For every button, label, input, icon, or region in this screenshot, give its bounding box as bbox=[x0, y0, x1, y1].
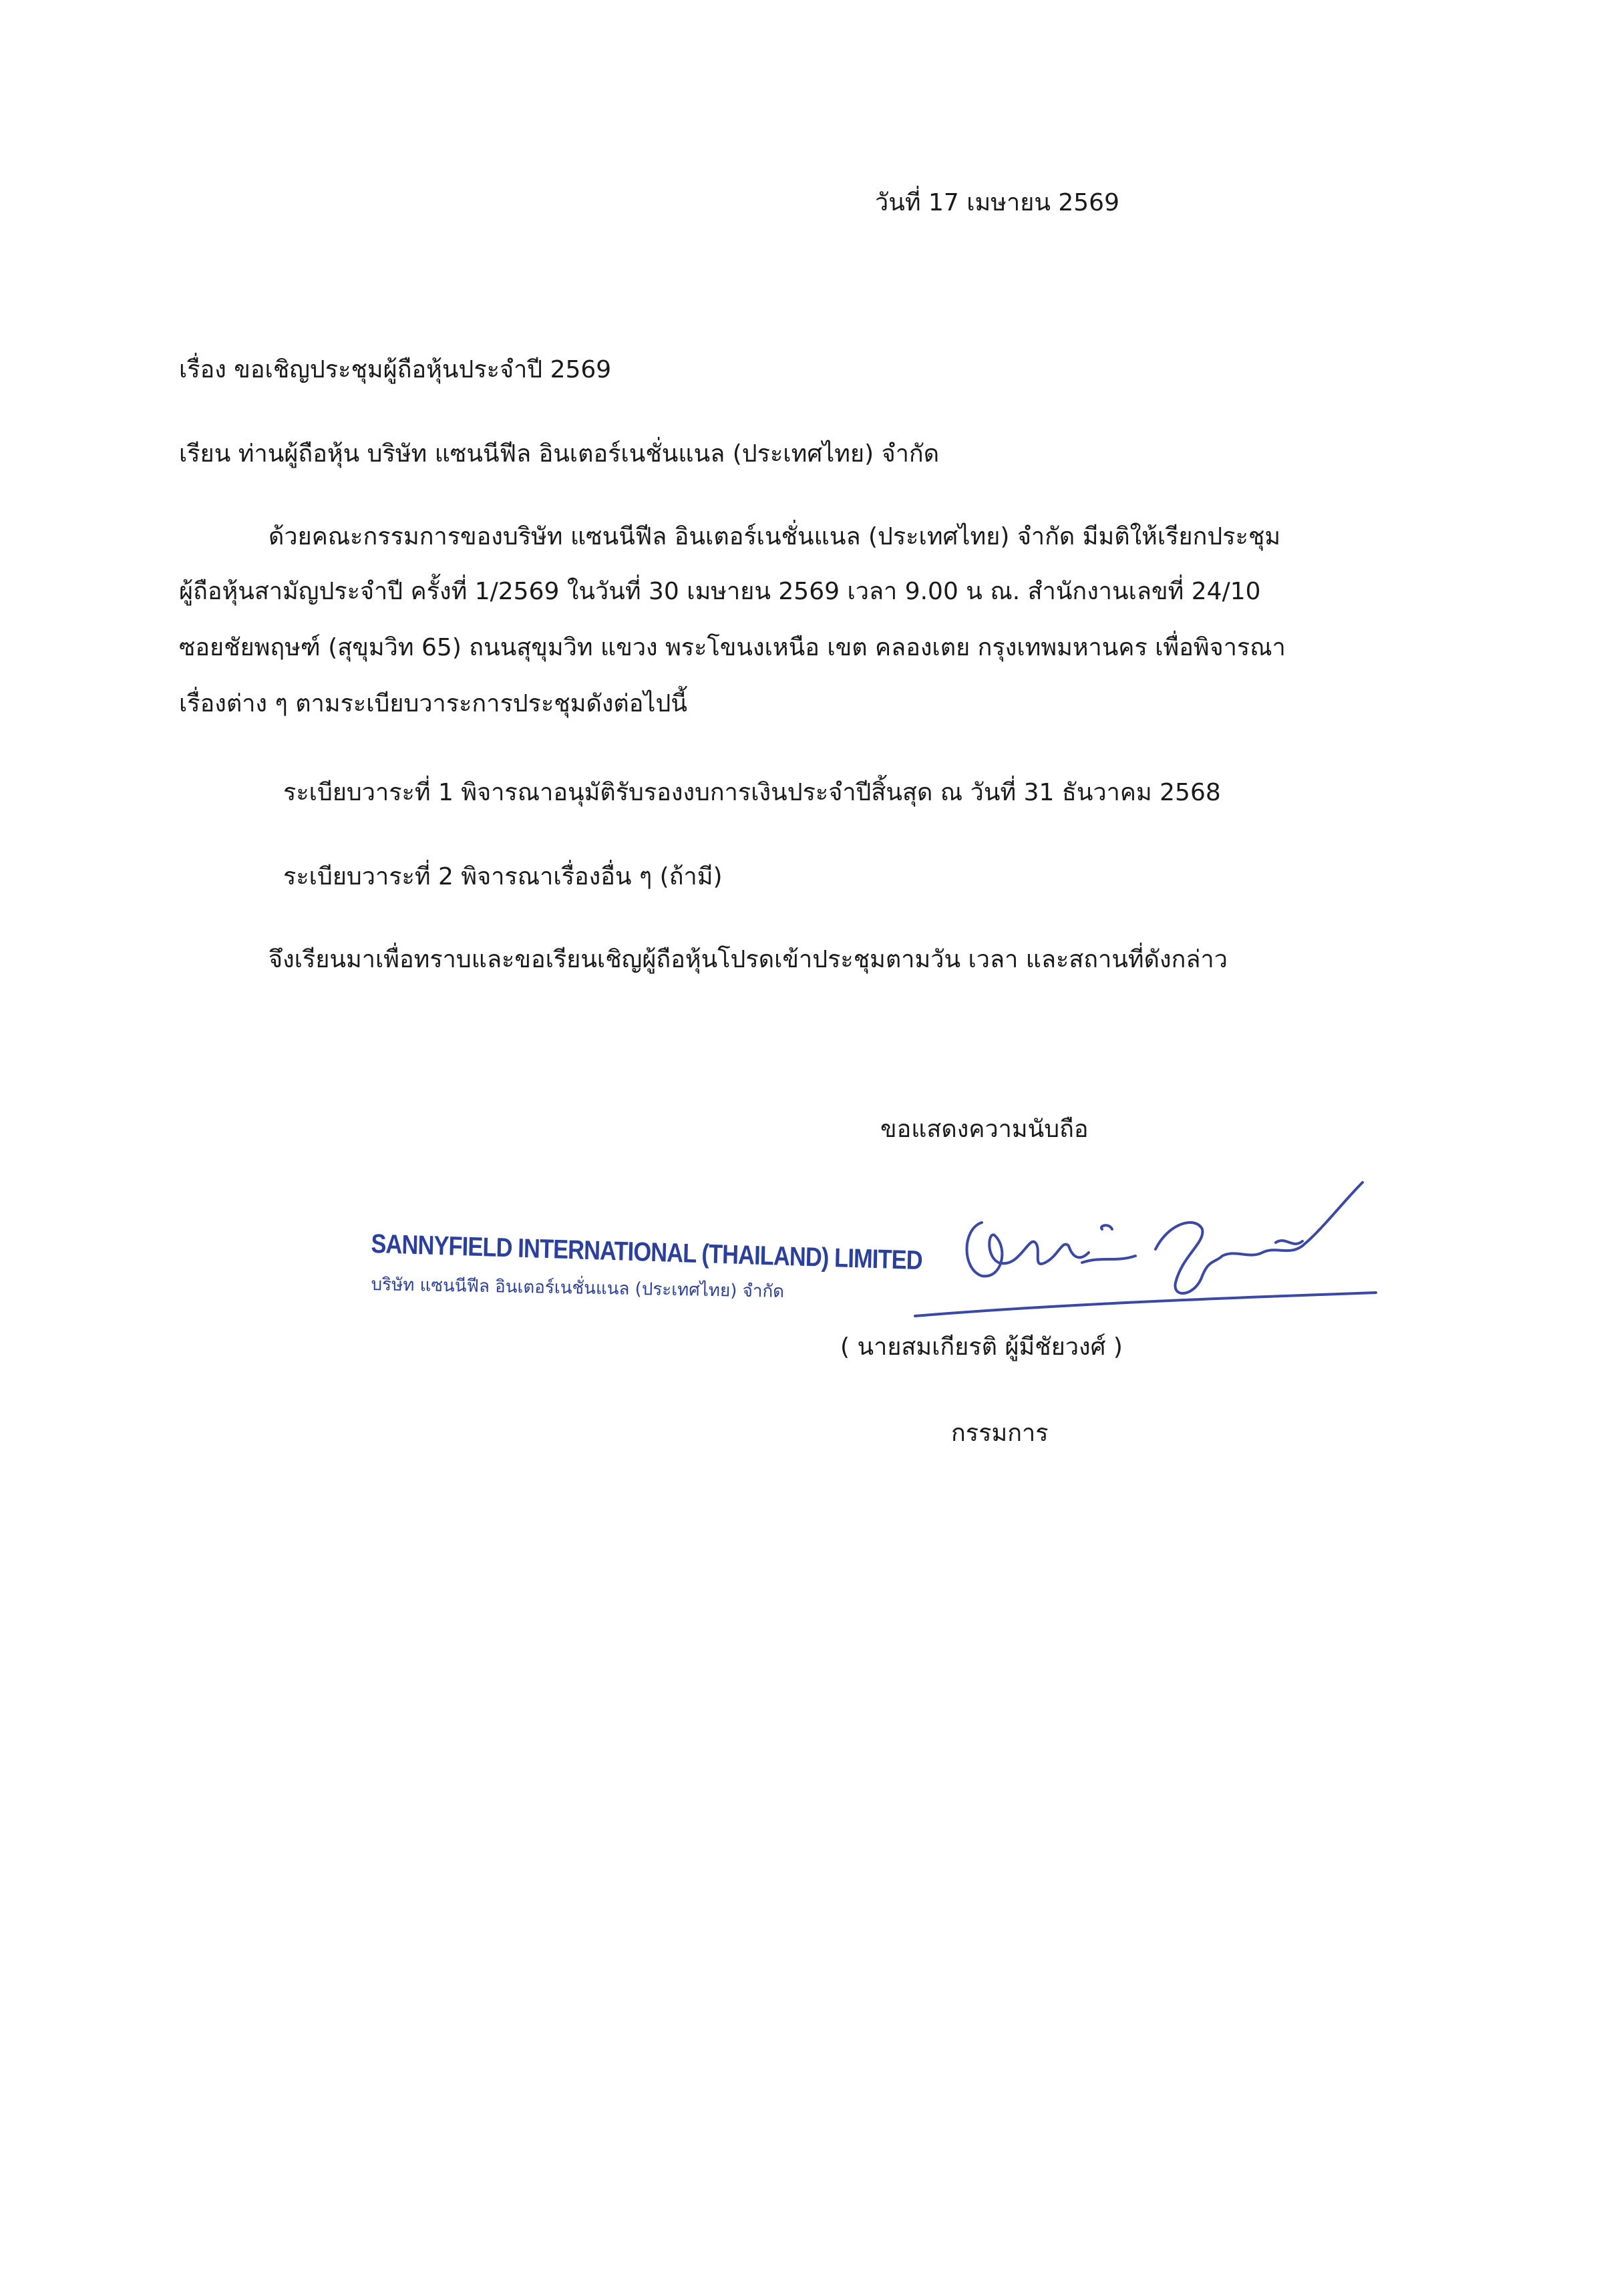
handwritten-signature bbox=[902, 1162, 1383, 1323]
closing-paragraph: จึงเรียนมาเพื่อทราบและขอเรียนเชิญผู้ถือหุ้นโปรดเข้าประชุมตามวัน เวลา และสถานที่ดังกล่าว bbox=[269, 946, 1228, 973]
agenda-item-2: ระเบียบวาระที่ 2 พิจารณาเรื่องอื่น ๆ (ถ้ามี) bbox=[283, 863, 723, 890]
company-stamp-thai: บริษัท แซนนีฟีล อินเตอร์เนชั่นแนล (ประเทศไทย) จำกัด bbox=[371, 1274, 785, 1302]
body-line-1: ด้วยคณะกรรมการของบริษัท แซนนีฟีล อินเตอร์เนชั่นแนล (ประเทศไทย) จำกัด มีมติให้เรียกประชุม bbox=[269, 523, 1281, 550]
signer-position: กรรมการ bbox=[951, 1420, 1049, 1447]
letter-date: วันที่ 17 เมษายน 2569 bbox=[875, 189, 1119, 216]
agenda-item-1: ระเบียบวาระที่ 1 พิจารณาอนุมัติรับรองงบการเงินประจำปีสิ้นสุด ณ วันที่ 31 ธันวาคม 2568 bbox=[283, 779, 1221, 806]
signer-name: ( นายสมเกียรติ ผู้มีชัยวงศ์ ) bbox=[840, 1333, 1123, 1361]
company-stamp-english: SANNYFIELD INTERNATIONAL (THAILAND) LIMITED bbox=[371, 1229, 923, 1276]
company-stamp bbox=[371, 1229, 923, 1309]
body-line-4: เรื่องต่าง ๆ ตามระเบียบวาระการประชุมดังต่อไปนี้ bbox=[179, 690, 687, 717]
letter-recipient: เรียน ท่านผู้ถือหุ้น บริษัท แซนนีฟีล อินเตอร์เนชั่นแนล (ประเทศไทย) จำกัด bbox=[179, 440, 940, 468]
body-line-3: ซอยชัยพฤษฑ์ (สุขุมวิท 65) ถนนสุขุมวิท แขวง พระโขนงเหนือ เขต คลองเตย กรุงเทพมหานคร เพื่อพิจารณา bbox=[179, 634, 1286, 661]
letter-subject: เรื่อง ขอเชิญประชุมผู้ถือหุ้นประจำปี 2569 bbox=[179, 356, 612, 383]
regards-text: ขอแสดงความนับถือ bbox=[880, 1116, 1089, 1143]
body-line-2: ผู้ถือหุ้นสามัญประจำปี ครั้งที่ 1/2569 ในวันที่ 30 เมษายน 2569 เวลา 9.00 น ณ. สำนักงานเลขที่ 24/10 bbox=[179, 578, 1261, 605]
